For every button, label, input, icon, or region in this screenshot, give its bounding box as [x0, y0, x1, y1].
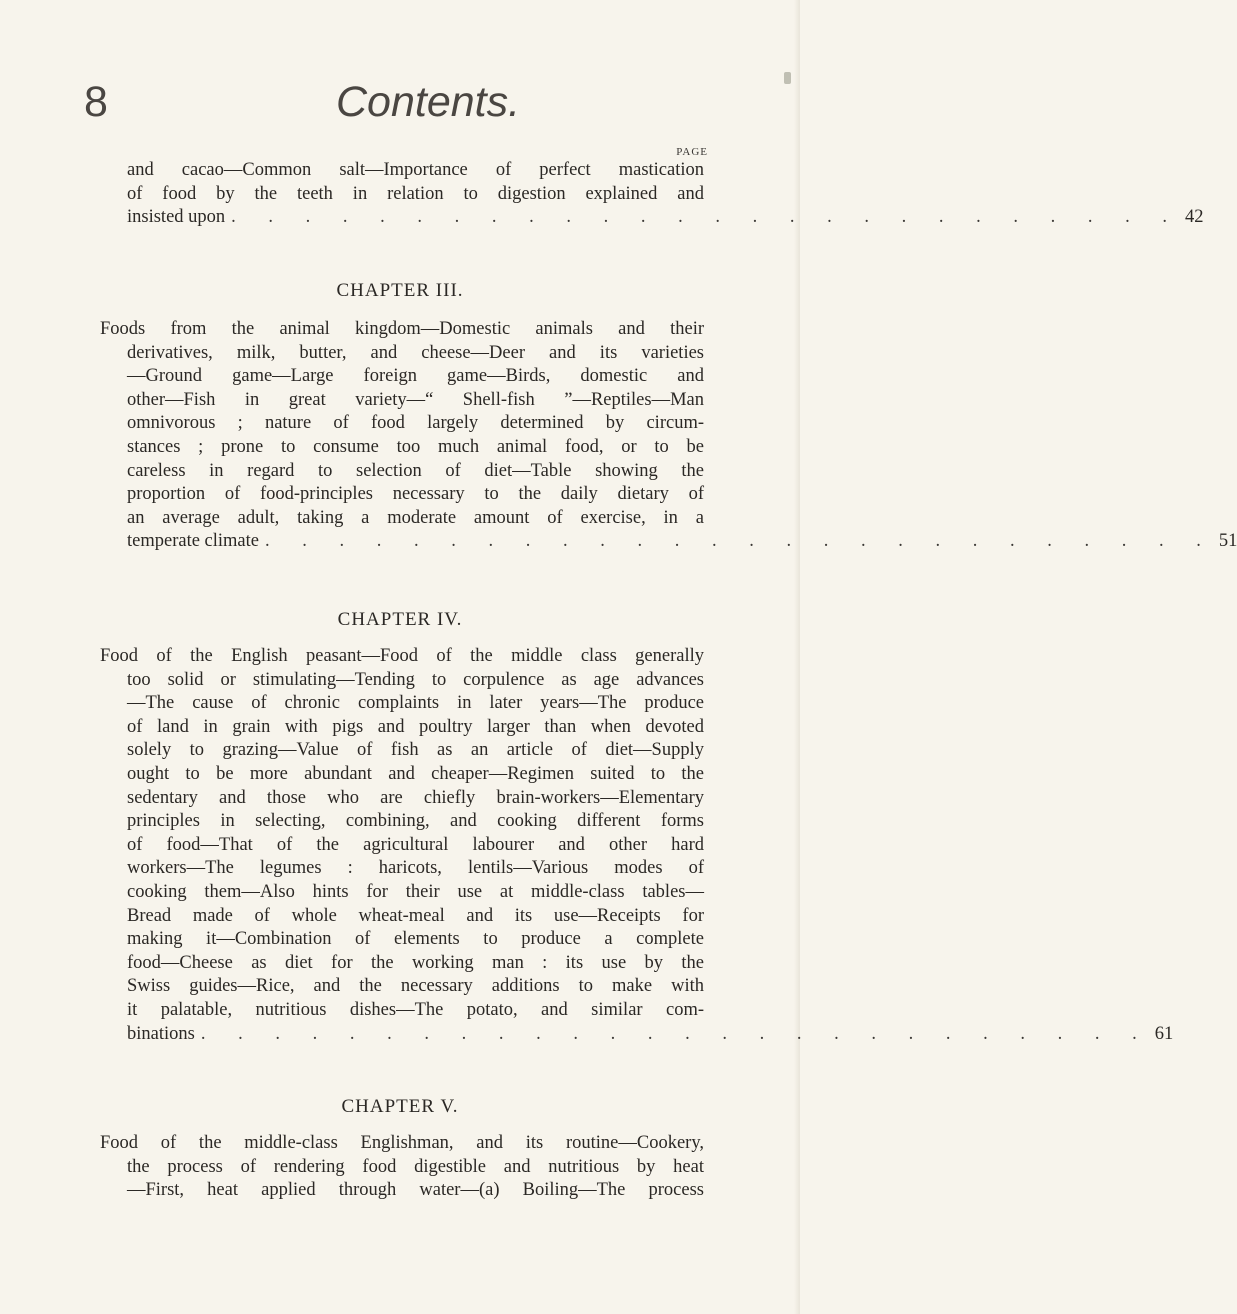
chapter-heading: CHAPTER IV.	[337, 609, 463, 630]
chapter-summary	[100, 1132, 704, 1203]
leader-dots: . . . . . . . . . . . . . . . . . . . . . . . . . .	[200, 1023, 1151, 1044]
summary-line: binations	[127, 1023, 195, 1044]
summary-line: making it—Combination of elements to produce a complete	[127, 929, 704, 950]
summary-line: Bread made of whole wheat-meal and its use—Receipts for	[127, 905, 704, 926]
summary-line: workers—The legumes : haricots, lentils—Various modes of	[127, 858, 704, 879]
summary-line-with-leader	[100, 1023, 1174, 1047]
entry-line: insisted upon	[127, 207, 226, 228]
summary-line: —First, heat applied through water—(a) Boiling—The process	[127, 1180, 704, 1201]
summary-line: —The cause of chronic complaints in later years—The produce	[127, 693, 704, 714]
summary-line: sedentary and those who are chiefly brain-workers—Elementary	[127, 787, 704, 808]
summary-line: of food—That of the agricultural labourer and other hard	[127, 834, 704, 855]
summary-line: omnivorous ; nature of food largely determined by circum-	[127, 413, 704, 434]
summary-line: solely to grazing—Value of fish as an article of diet—Supply	[127, 740, 704, 761]
summary-line: Swiss guides—Rice, and the necessary additions to make with	[127, 976, 704, 997]
summary-line: the process of rendering food digestible and nutritious by heat	[127, 1156, 704, 1177]
summary-line: principles in selecting, combining, and cooking different forms	[127, 811, 704, 832]
entry-line: and cacao—Common salt—Importance of perfect mastication	[127, 160, 704, 180]
page-column-label: PAGE	[676, 146, 708, 158]
page-reference: 42	[1185, 207, 1204, 228]
summary-line: it palatable, nutritious dishes—The potato, and similar com-	[127, 999, 704, 1020]
page-reference: 61	[1154, 1023, 1174, 1044]
summary-line: stances ; prone to consume too much animal food, or to be	[127, 436, 704, 457]
summary-line: Foods from the animal kingdom—Domestic animals and their	[100, 319, 704, 339]
leader-dots: . . . . . . . . . . . . . . . . . . . . . . . . . .	[231, 207, 1182, 228]
summary-line: —Ground game—Large foreign game—Birds, domestic and	[127, 366, 704, 387]
summary-line: other—Fish in great variety—“ Shell-fish ”—Reptiles—Man	[127, 389, 704, 410]
summary-line: Food of the middle-class Englishman, and its routine—Cookery,	[100, 1133, 704, 1153]
summary-line: cooking them—Also hints for their use at middle-class tables—	[127, 881, 704, 902]
summary-line: temperate climate	[127, 531, 259, 552]
summary-line: of land in grain with pigs and poultry larger than when devoted	[127, 716, 704, 737]
entry-line-with-leader	[100, 206, 1204, 230]
summary-line: Food of the English peasant—Food of the middle class generally	[100, 646, 704, 666]
entry-line: of food by the teeth in relation to digestion explained and	[127, 183, 704, 204]
leader-dots: . . . . . . . . . . . . . . . . . . . . . . . . . .	[265, 531, 1215, 552]
chapter-heading: CHAPTER V.	[341, 1096, 459, 1117]
summary-line: proportion of food-principles necessary to the daily dietary of	[127, 484, 704, 505]
summary-line: careless in regard to selection of diet—Table showing the	[127, 460, 704, 481]
contents-entry-continued	[100, 159, 1204, 230]
chapter-summary	[100, 318, 1237, 554]
summary-line: ought to be more abundant and cheaper—Regimen suited to the	[127, 763, 704, 784]
running-header	[0, 72, 800, 132]
summary-line: derivatives, milk, butter, and cheese—Deer and its varieties	[127, 342, 704, 363]
running-title: Contents.	[336, 78, 521, 126]
page-reference: 51	[1218, 531, 1237, 552]
chapter-heading: CHAPTER III.	[336, 280, 464, 301]
summary-line: an average adult, taking a moderate amount of exercise, in a	[127, 507, 704, 528]
summary-line: food—Cheese as diet for the working man : its use by the	[127, 952, 704, 973]
summary-line-with-leader	[100, 530, 1237, 554]
page-number: 8	[84, 78, 108, 126]
summary-line: too solid or stimulating—Tending to corpulence as age advances	[127, 669, 704, 690]
chapter-summary	[100, 645, 1174, 1046]
